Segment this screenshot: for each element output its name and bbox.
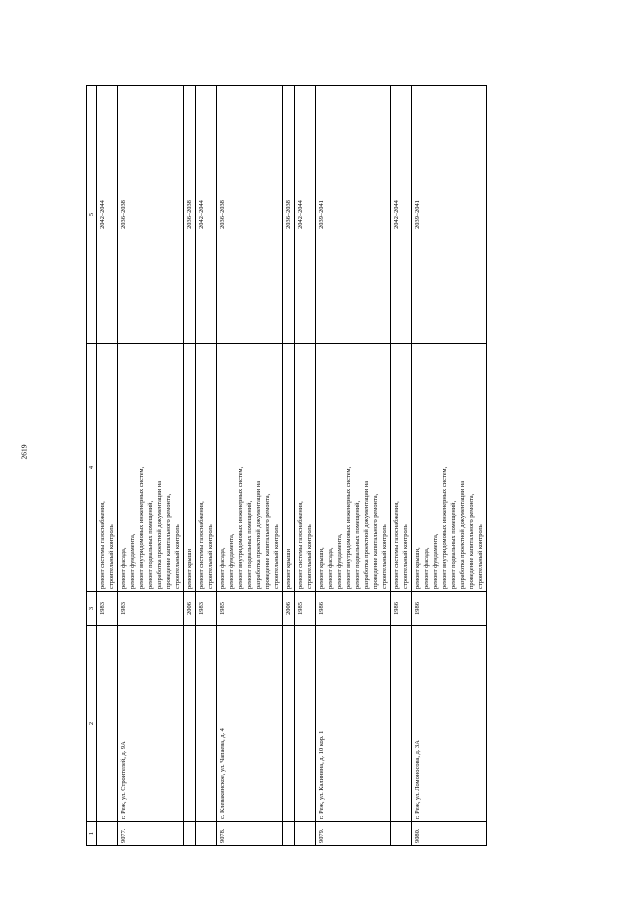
work-item: ремонт фундамента, — [228, 533, 235, 589]
work-item: ремонт системы газоснабжения, — [393, 501, 400, 589]
table-row — [184, 86, 196, 846]
cell-year: 1986 — [316, 592, 391, 626]
work-item: разработка проектной документации на — [363, 480, 370, 589]
table-row — [316, 86, 391, 846]
cell-works — [196, 344, 217, 592]
work-item: строительный контроль — [174, 524, 181, 589]
table-row — [295, 86, 316, 846]
header-cell-1: 1 — [87, 822, 97, 846]
table-row — [118, 86, 184, 846]
work-item: ремонт внутридомовых инженерных систем, — [441, 466, 448, 589]
cell-year: 2006 — [184, 592, 196, 626]
cell-works — [118, 344, 184, 592]
cell-period: 2042–2044 — [97, 86, 118, 344]
table-row — [283, 86, 295, 846]
cell-number — [97, 822, 118, 846]
cell-address: г. Реж, ул. Калинина, д. 10 кор. 1 — [316, 626, 391, 822]
work-item: проведение капитального ремонта, — [468, 493, 475, 589]
cell-address — [283, 626, 295, 822]
work-item: строительный контроль — [477, 524, 484, 589]
work-item: ремонт крыши, — [414, 547, 421, 589]
cell-works — [412, 344, 487, 592]
cell-period: 2036–2038 — [184, 86, 196, 344]
cell-address — [97, 626, 118, 822]
cell-period: 2039–2041 — [316, 86, 391, 344]
cell-works — [316, 344, 391, 592]
work-item: строительный контроль — [273, 524, 280, 589]
cell-year: 1983 — [118, 592, 184, 626]
cell-year: 1983 — [196, 592, 217, 626]
header-row — [87, 86, 97, 846]
work-item: строительный контроль — [306, 524, 313, 589]
cell-number — [283, 822, 295, 846]
cell-year: 1986 — [412, 592, 487, 626]
header-cell-4: 4 — [87, 344, 97, 592]
work-item: ремонт подвальных помещений, — [450, 500, 457, 589]
work-item: строительный контроль — [207, 524, 214, 589]
header-cell-2: 2 — [87, 626, 97, 822]
cell-number: 9077. — [118, 822, 184, 846]
work-item: ремонт внутридомовых инженерных систем, — [345, 466, 352, 589]
cell-period: 2036–2038 — [118, 86, 184, 344]
work-item: ремонт фасада, — [327, 547, 334, 589]
work-item: ремонт фасада, — [423, 547, 430, 589]
work-item: разработка проектной документации на — [156, 480, 163, 589]
work-item: ремонт подвальных помещений, — [147, 500, 154, 589]
work-item: ремонт системы газоснабжения, — [297, 501, 304, 589]
cell-works — [217, 344, 283, 592]
table-body — [87, 86, 487, 846]
work-item: ремонт фасада, — [219, 547, 226, 589]
work-item: ремонт подвальных помещений, — [246, 500, 253, 589]
cell-period: 2042–2044 — [196, 86, 217, 344]
cell-year: 1986 — [391, 592, 412, 626]
table-row — [196, 86, 217, 846]
cell-period: 2039–2041 — [412, 86, 487, 344]
work-item: ремонт системы газоснабжения, — [99, 501, 106, 589]
rotated-table-stage — [86, 86, 630, 846]
cell-number: 9078. — [217, 822, 283, 846]
cell-period: 2036–2038 — [283, 86, 295, 344]
work-item: ремонт внутридомовых инженерных систем, — [138, 466, 145, 589]
work-item: ремонт внутридомовых инженерных систем, — [237, 466, 244, 589]
cell-address — [196, 626, 217, 822]
work-item: разработка проектной документации на — [459, 480, 466, 589]
header-cell-5: 5 — [87, 86, 97, 344]
table-row — [391, 86, 412, 846]
cell-period: 2036–2038 — [217, 86, 283, 344]
work-item: проведение капитального ремонта, — [372, 493, 379, 589]
cell-address: г. Реж, ул. Строителей, д. 9А — [118, 626, 184, 822]
work-item: разработка проектной документации на — [255, 480, 262, 589]
cell-works — [391, 344, 412, 592]
cell-number — [391, 822, 412, 846]
cell-address — [184, 626, 196, 822]
cell-period: 2042–2044 — [295, 86, 316, 344]
page-number: 2619 — [19, 444, 29, 460]
cell-address: с. Клевакинское, ул. Чапаева, д. 4 — [217, 626, 283, 822]
cell-works — [295, 344, 316, 592]
work-item: ремонт фундамента, — [432, 533, 439, 589]
cell-address: г. Реж, ул. Ломоносова, д. 3А — [412, 626, 487, 822]
table-row — [97, 86, 118, 846]
cell-period: 2042–2044 — [391, 86, 412, 344]
work-item: ремонт фасада, — [120, 547, 127, 589]
cell-works — [184, 344, 196, 592]
work-item: ремонт фундамента, — [336, 533, 343, 589]
work-item: ремонт крыши, — [318, 547, 325, 589]
work-item: ремонт системы газоснабжения, — [198, 501, 205, 589]
cell-year: 2006 — [283, 592, 295, 626]
cell-number — [295, 822, 316, 846]
work-item: ремонт крыши — [285, 548, 292, 589]
cell-address — [391, 626, 412, 822]
work-item: строительный контроль — [108, 524, 115, 589]
work-item: строительный контроль — [381, 524, 388, 589]
repair-schedule-table — [86, 85, 487, 846]
cell-year: 1985 — [217, 592, 283, 626]
cell-number — [196, 822, 217, 846]
header-cell-3: 3 — [87, 592, 97, 626]
table-row — [217, 86, 283, 846]
cell-number: 9080. — [412, 822, 487, 846]
cell-works — [97, 344, 118, 592]
cell-number: 9079. — [316, 822, 391, 846]
work-item: строительный контроль — [402, 524, 409, 589]
work-item: ремонт фундамента, — [129, 533, 136, 589]
cell-works — [283, 344, 295, 592]
cell-number — [184, 822, 196, 846]
work-item: ремонт подвальных помещений, — [354, 500, 361, 589]
work-item: проведение капитального ремонта, — [264, 493, 271, 589]
work-item: ремонт крыши — [186, 548, 193, 589]
cell-year: 1983 — [97, 592, 118, 626]
table-row — [412, 86, 487, 846]
cell-year: 1985 — [295, 592, 316, 626]
work-item: проведение капитального ремонта, — [165, 493, 172, 589]
cell-address — [295, 626, 316, 822]
